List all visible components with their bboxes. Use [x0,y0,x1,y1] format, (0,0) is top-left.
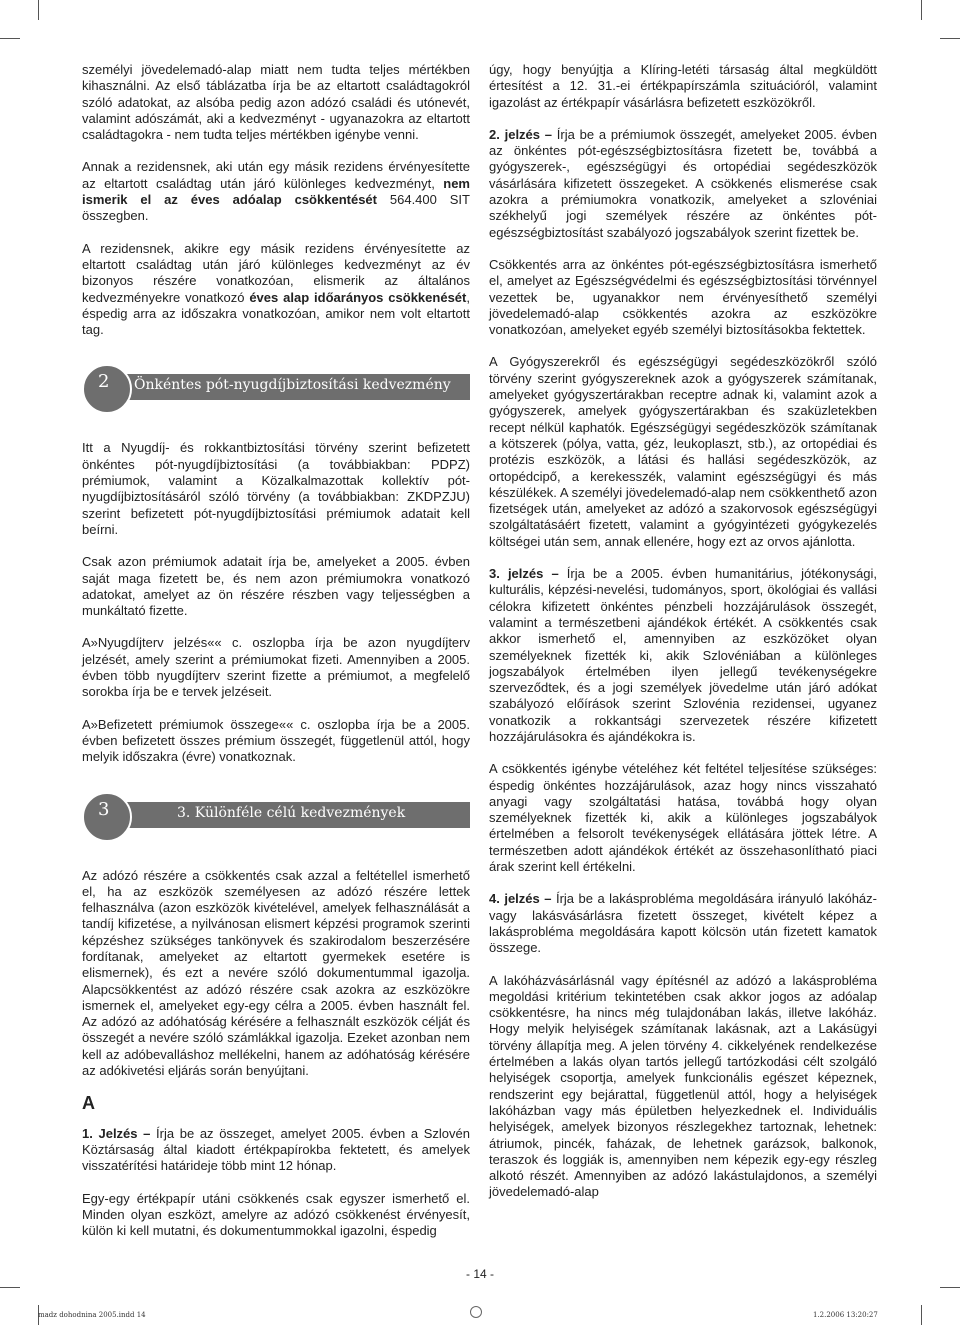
subsection-letter: A [82,1093,95,1114]
bold-text: éves alap időarányos csökkenését [249,289,467,305]
section-heading-2 [82,364,470,412]
section-title: Önkéntes pót-nyugdíjbiztosítási kedvezmény [134,377,451,394]
right-column [489,62,877,1217]
paragraph [489,127,877,241]
footer-file-label: madz dohodnina 2005.indd 14 [38,1311,146,1319]
bold-text: 1. Jelzés – [82,1125,157,1141]
text: A csökkentés igénybe vételéhez két feltétel teljesítése szükséges: éspedig önkéntes hozzájárulások, azaz hogy nincs visszaható anyagi vagy szolgáltatási hatása, továbbá hogy olyan személyeknek fizették ki, akik a különleges jogszabályok értelmében a felsorolt tevékenységek ellátására jöttek létre. A természetben adott ajándékok értékét az összehasonlítható piaci árak szerint kell értékelni. [489,761,877,875]
text: Csökkentés arra az önkéntes pót-egészségbiztosításra ismerhető el, amelyet az Egészségvédelmi és egészségbiztosítási törvénnyel vezettek be, ugyanakkor nem érvényesíthető személyi jövedelemadó-alap csökkentés azokra az eszközökre vonatkozóan, amelyeket egyéb személyi biztosításokba fektettek. [489,256,877,338]
crop-mark [0,1287,20,1288]
paragraph [489,257,877,338]
paragraph [489,891,877,956]
bold-text: nem ismerik el az éves adóalap csökkentését [82,175,470,208]
text: Írja be a prémiumok összegét, amelyeket 2005. évben az önkéntes pót-egészségbiztosításra fizetett be, továbbá a gyógyszerek-, egészségügyi és ortopédiai segédeszközök vásárlására kifizetett összegeket. A csökkenés elismerése csak azokra a prémiumokra vonatkozik, amelyeket a szlovéniai székhelyű jogi személyek részére az önkéntes pót-egészségbiztosítást szabályozó jogszabályok szerint fizettek be. [489,126,878,240]
section-title: 3. Különféle célú kedvezmények [177,804,406,821]
paragraph [82,1191,470,1240]
registration-mark [470,1306,482,1318]
section-number-badge [82,792,132,842]
bold-text: 2. jelzés – [489,126,557,142]
paragraph [82,159,470,224]
paragraph [82,554,470,619]
left-column [82,62,470,1255]
text: Írja be a 2005. évben humanitárius, jótékonysági, kulturális, képzési-nevelési, tudományos, sport, ökológiai és vallási célokra kifizetett önkéntes pénzbeli hozzájárulások összegét, valamint a természetbeni ajándékok értékét. A csökkentés csak akkor ismerhető el, amennyiben az eszközöket olyan személyeknek fizették ki, akik Szlovéniában a különleges jogszabályok értelmében ilyen jellegű tevékenységekre szerveződtek, és a jogi személyek jövedelme után járó adókat szabályozó előírások szerint Szlovénia rezidensei, ugyanez vonatkozik a rokkantsági szervezetek részére kifizetett hozzájárulásokra és ajándékokra is. [489,566,877,744]
section-number: 2 [98,371,110,393]
text: Írja be a lakásprobléma megoldására irányuló lakóház- vagy lakásvásárlásra fizetett összeget, kivételt képez a lakásprobléma megoldására kapott kölcsön után fizetett kamatok összege. [489,891,877,956]
section-heading-3 [82,792,470,840]
bold-text: 3. jelzés – [489,566,567,582]
paragraph [489,62,877,111]
paragraph [82,868,470,1080]
text: , éspedig arra az időszakra vonatkozóan, amikor nem volt eltartott tag. [82,289,470,338]
crop-mark [921,1305,922,1325]
section-number-badge [82,364,132,414]
text: Az adózó részére a csökkentés csak azzal a feltétellel ismerhető el, ha az eszközök személyesen az adózó részére lettek felhasználva (azon eszközök kivételével, amelyek felhasználását a tandíj kifizetése, a nyilvánosan elismert képzési programok szerinti képzéshez szükséges tankönyvek és szakirodalom beszerzésére fordítanak, amelyeket az eltartott gyermekek esetére is elismernek), és ezt a nevére szóló dokumentummal igazolja. Alapcsökkentést az adózó részére csak azokra az eszközökre ismernek el, amelyeket egy-egy célra a 2005. évben használt fel. Az adózó az adóhatóság kérésére a felhasznált eszközök célját és összegét a nevére szóló számlákkal igazolja. Ezeket azonban nem kell az adóbevalláshoz mellékelni, hanem az adóhatóság kérésére az adókivetési eljárás során benyújtani. [82,867,470,1079]
paragraph [489,354,877,550]
crop-mark [38,0,39,20]
text: A»Befizetett prémiumok összege«« c. oszlopba írja be a 2005. évben befizetett összes prémium összegét, függetlenül attól, hogy melyik időszakra (évre) vonatkoznak. [82,716,470,765]
text: A»Nyugdíjterv jelzés«« c. oszlopba írja be azon nyugdíjterv jelzését, amely szerint a prémiumokat fizeti. Amennyiben a 2005. évben több nyugdíjterv szerint fizette a prémiumot, a megfelelő sorokba írja be e tervek jelzéseit. [82,635,470,700]
paragraph [82,62,470,143]
text: A Gyógyszerekről és egészségügyi segédeszközökről szóló törvény szerint gyógyszereknek azok a gyógyszerek számítanak, amelyeket gyógyszertárakban receptre adnak ki, valamint azok a gyógyszerek, amelyek gyógyszertárakban és szaküzletekben recept nélkül kaphatók. Egészségügyi segédeszközök számítanak a kötszerek (pólya, vatta, géz, leukoplaszt, stb.), az ortopédiai és protézis eszközök, a látási és hallási segédeszközök, az ortopédcipő, a kerekesszék, valamint egészségügyi és más készülékek. A személyi jövedelemadó-alap nem csökkenthető azon fizetségek után, amelyeket az adózó a szakorvosok egészségügyi szolgáltatásáért fizetett, valamint a gyógyintézeti gyógykezelés költségei után sem, annak ellenére, hogy ezt az orvos ajánlotta. [489,354,877,549]
paragraph [489,761,877,875]
paragraph [82,717,470,766]
text: A rezidensnek, akikre egy másik rezidens érvényesítette az eltartott családtag után járó különleges kedvezményt az év bizonyos részére vonatkozóan, elismerik az általános kedvezményekre vonatkozó [82,240,470,305]
text: úgy, hogy benyújtja a Klíring-letéti társaság által megküldött értesítést a 12. 31.-ei értékpapírszámla szituációról, valamint igazolást az értékpapír vásárlásra befizetett eszközökről. [489,62,877,110]
text: Egy-egy értékpapír utáni csökkenés csak egyszer ismerhető el. Minden olyan eszközt, amelyre az adózó csökkenést érvényesít, külön ki kell mutatni, és dokumentummokkal igazolni, éspedig [82,1190,470,1239]
text: Annak a rezidensnek, aki után egy másik rezidens érvényesítette az eltartott családtag után járó különleges kedvezményt, [82,159,470,191]
paragraph [82,635,470,700]
crop-mark [0,38,20,39]
paragraph [82,440,470,538]
paragraph [82,241,470,339]
bold-text: 4. jelzés – [489,891,556,907]
crop-mark [921,0,922,20]
text: A lakóházvásárlásnál vagy építésnél az adózó a lakásprobléma megoldási kritérium tekintetében csak akkor jogos az adóalap csökkentésre, ha nincs még tulajdonában lakás, illetve lakóház. Hogy melyik helyiségek számítanak lakásnak, azt a Lakásügyi törvény állapítja meg. A jelen törvény 4. cikkelyének rendelkezése értelmében a lakás olyan tartós jellegű tartózkodási célt szolgáló helyiségek csoportja, amelyek funkcionális egészet képeznek, rendszerint egy bejárattal, függetlenül attól, hogy a helyiségek lakóházban vagy más épületben helyezkednek el. Individuális helyiségek, amelyek bizonyos részlegekhez tartoznak, lehetnek: átriumok, pincék, faházak, de lehetnek garázsok, balkonok, teraszok és loggiák is, amennyiben nem képezik egy-egy részleg alkotó részét. Amennyiben az adózó lakástulajdonos, a személyi jövedelemadó-alap [489,972,877,1200]
page-number: - 14 - [465,1267,494,1281]
crop-mark [940,1287,960,1288]
paragraph [82,1126,470,1175]
text: Csak azon prémiumok adatait írja be, amelyeket a 2005. évben saját maga fizetett be, és nem azon prémiumokra vonatkozó adatokat, amelyet az ön részére részben vagy teljességben a munkáltató fizette. [82,554,470,619]
text: 564.400 SIT összegben. [82,192,470,224]
section-number: 3 [98,798,110,820]
footer-timestamp: 1.2.2006 13:20:27 [813,1311,878,1319]
paragraph [489,973,877,1201]
text: Írja be az összeget, amelyet 2005. évben a Szlovén Köztársaság által kiadott értékpapírokba fektetett, és amelyek visszatérítési határideje több mint 12 hónap. [82,1125,470,1174]
paragraph [489,566,877,745]
crop-mark [940,38,960,39]
text: személyi jövedelemadó-alap miatt nem tudta teljes mértékben kihasználni. Az első táblázatba írja be az eltartott családtagokról szóló adatokat, az alsóba pedig azon adózó családi és utónevét, valamint adószámát, aki a kedvezményt - ugyanazokra az eltartott családtagokra - nem tudta teljes mértékben igénybe venni. [82,62,470,143]
text: Itt a Nyugdíj- és rokkantbiztosítási törvény szerint befizetett önkéntes pót-nyugdíjbiztosítási (a továbbiakban: PDPZ) prémiumok, valamint a Közalkalmazottak kollektív pót-nyugdíjbiztosításáról szóló törvény (a továbbiakban: ZKDPZJU) szerint befizetett pót-nyugdíjbiztosítási prémiumok adatait kell beírni. [82,440,470,537]
